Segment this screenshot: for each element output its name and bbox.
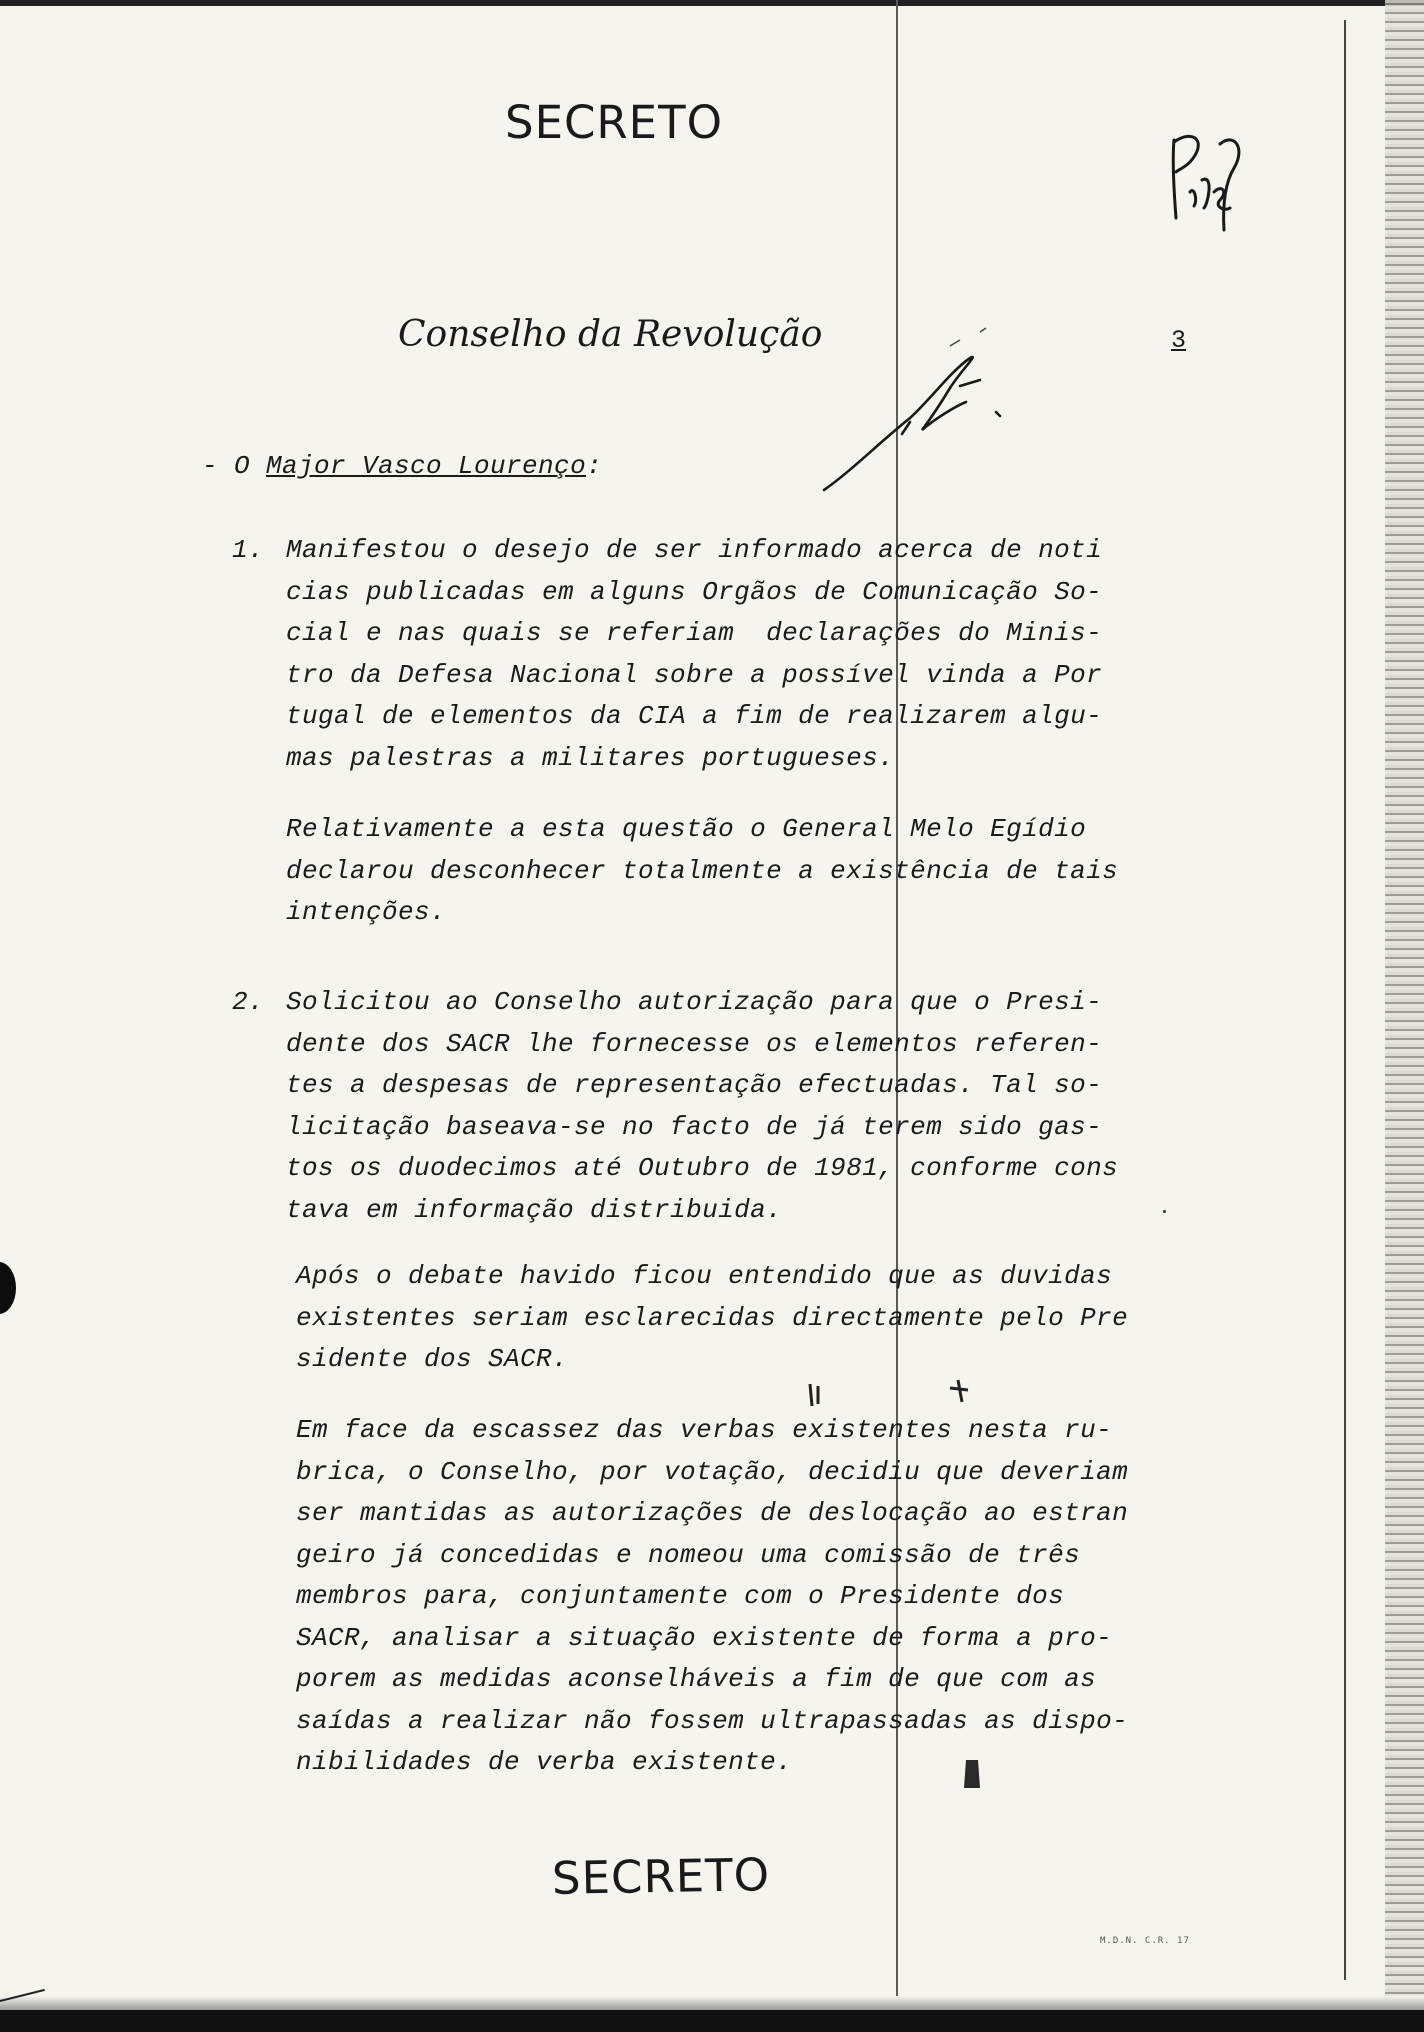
scan-margin-line (1344, 20, 1346, 1980)
heading-prefix: - O (202, 451, 267, 481)
scan-bottom-shade (0, 1996, 1424, 2010)
scan-bottom-edge (0, 2010, 1424, 2032)
speck (1163, 1210, 1166, 1213)
heading-suffix: : (586, 451, 603, 481)
handwritten-initials-signature (1164, 122, 1246, 234)
item-number-2: 2. (232, 987, 265, 1017)
handwritten-rubric (810, 322, 1030, 500)
item-1-paragraph-2: Relativamente a esta questão o General Melo Egídio declarou desconhecer totalmente a existência de tais intenções. (286, 814, 1119, 927)
footer-code: M.D.N. C.R. 17 (1100, 1936, 1190, 1946)
item-2-paragraph-2: Após o debate havido ficou entendido que as duvidas existentes seriam esclarecidas directamente pelo Pre sidente dos SACR. (296, 1261, 1129, 1374)
item-2-paragraph-1: Solicitou ao Conselho autorização para que o Presi- dente dos SACR lhe fornecesse os elementos referen- tes a despesas de representação efectuadas. Tal so- licitação baseava-se no facto de já terem sido gas- tos os duodecimos até Outubro de 1981, conforme cons tava em informação distribuida. (286, 987, 1119, 1225)
ink-blot (962, 1754, 982, 1792)
section-heading (202, 446, 602, 488)
punch-hole (0, 1262, 16, 1314)
scan-right-edge (1385, 0, 1424, 2010)
classification-stamp-top: SECRETO (505, 96, 724, 149)
heading-name: Major Vasco Lourenço (266, 451, 587, 481)
page-number: 3 (1171, 326, 1187, 355)
item-1-paragraph-1: Manifestou o desejo de ser informado acerca de noti cias publicadas em alguns Orgãos de Comunicação So- cial e nas quais se referiam declarações do Minis- tro da Defesa Nacional sobre a possível vinda a Por tugal de elementos da CIA a fim de realizarem algu- mas palestras a militares portugueses. (286, 535, 1103, 773)
item-number-1: 1. (232, 535, 265, 565)
item-2-paragraph-3: Em face da escassez das verbas existentes nesta ru- brica, o Conselho, por votação, decidiu que deveriam ser mantidas as autorizações de deslocação ao estran geiro já concedidas e nomeou uma comissão de três membros para, conjuntamente com o Presidente dos SACR, analisar a situação existente de forma a pro- porem as medidas aconselháveis a fim de que com as saídas a realizar não fossem ultrapassadas as dispo- nibilidades de verba existente. (296, 1415, 1129, 1777)
letterhead-title: Conselho da Revolução (398, 314, 823, 355)
ink-smudge-marks (800, 1376, 980, 1416)
classification-stamp-bottom: SECRETO (551, 1848, 771, 1905)
scan-top-edge (0, 0, 1424, 6)
